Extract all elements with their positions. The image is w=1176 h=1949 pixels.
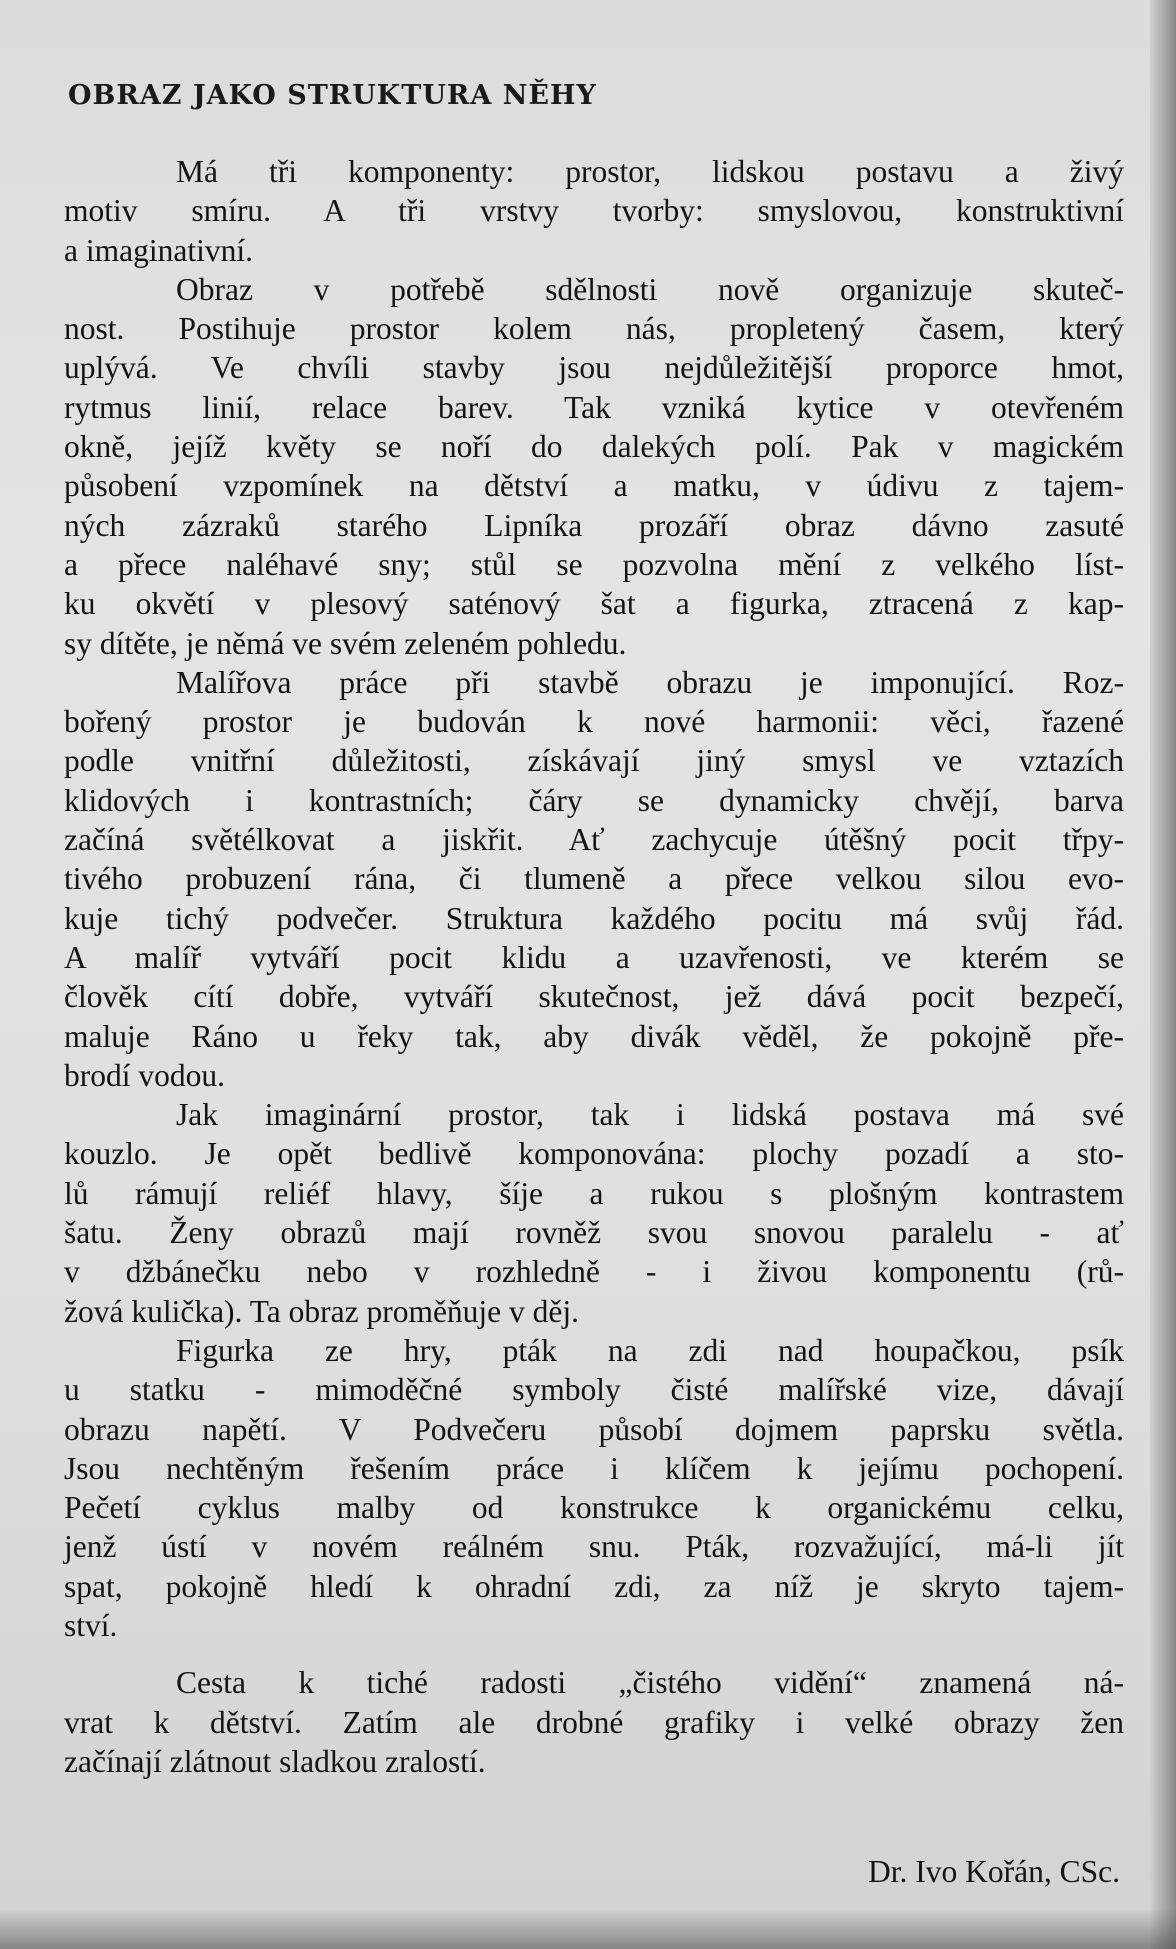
text-line: Jsou nechtěným řešením práce i klíčem k jejímu pochopení. (64, 1450, 1124, 1486)
document-title: OBRAZ JAKO STRUKTURA NĚHY (68, 80, 597, 111)
text-line: klidových i kontrastních; čáry se dynamicky chvějí, barva (64, 782, 1124, 818)
text-line: rytmus linií, relace barev. Tak vzniká kytice v otevřeném (64, 389, 1124, 425)
text-line: bořený prostor je budován k nové harmonii: věci, řazené (64, 704, 1124, 740)
text-line: Pečetí cyklus malby od konstrukce k organickému celku, (64, 1490, 1124, 1526)
text-line: Malířova práce při stavbě obrazu je imponující. Roz- (176, 664, 1124, 700)
text-line: Jak imaginární prostor, tak i lidská postava má své (176, 1097, 1124, 1133)
text-line: podle vnitřní důležitosti, získávají jiný smysl ve vztazích (64, 743, 1124, 779)
text-line: a imaginativní. (64, 232, 253, 268)
text-line: ství. (64, 1607, 118, 1643)
text-line: A malíř vytváří pocit klidu a uzavřenosti, ve kterém se (64, 939, 1124, 975)
text-line: okně, jejíž květy se noří do dalekých polí. Pak v magickém (64, 429, 1124, 465)
paragraph (64, 1331, 1124, 1645)
page-edge-shadow (1150, 0, 1176, 1949)
document-body (64, 152, 1124, 1781)
text-line: nost. Postihuje prostor kolem nás, propletený časem, který (64, 311, 1124, 347)
paragraph (64, 152, 1124, 270)
text-line: šatu. Ženy obrazů mají rovněž svou snovou paralelu - ať (64, 1215, 1124, 1251)
text-line: žová kulička). Ta obraz proměňuje v děj. (64, 1293, 580, 1329)
text-line: brodí vodou. (64, 1057, 225, 1093)
text-line: spat, pokojně hledí k ohradní zdi, za níž je skryto tajem- (64, 1568, 1124, 1604)
text-line: kouzlo. Je opět bedlivě komponována: plochy pozadí a sto- (64, 1136, 1124, 1172)
author-signature: Dr. Ivo Kořán, CSc. (868, 1854, 1120, 1889)
paragraph (64, 663, 1124, 1095)
text-line: a přece naléhavé sny; stůl se pozvolna mění z velkého líst- (64, 546, 1124, 582)
text-line: tivého probuzení rána, či tlumeně a přece velkou silou evo- (64, 861, 1124, 897)
text-line: začínají zlátnout sladkou zralostí. (64, 1743, 486, 1779)
text-line: začíná světélkovat a jiskřit. Ať zachycuje útěšný pocit třpy- (64, 822, 1124, 858)
text-line: maluje Ráno u řeky tak, aby divák věděl, že pokojně pře- (64, 1018, 1124, 1054)
text-line: obrazu napětí. V Podvečeru působí dojmem paprsku světla. (64, 1411, 1124, 1447)
text-line: v džbánečku nebo v rozhledně - i živou komponentu (rů- (64, 1254, 1124, 1290)
paragraph (64, 1095, 1124, 1331)
text-line: Figurka ze hry, pták na zdi nad houpačkou, psík (176, 1332, 1124, 1368)
paragraph-gap (64, 1645, 1124, 1663)
text-line: vrat k dětství. Zatím ale drobné grafiky i velké obrazy žen (64, 1704, 1124, 1740)
paragraph (64, 1663, 1124, 1781)
text-line: jenž ústí v novém reálném snu. Pták, rozvažující, má-li jít (64, 1529, 1124, 1565)
text-line: kuje tichý podvečer. Struktura každého pocitu má svůj řád. (64, 900, 1124, 936)
text-line: působení vzpomínek na dětství a matku, v údivu z tajem- (64, 468, 1124, 504)
text-line: u statku - mimoděčné symboly čisté malířské vize, dávají (64, 1372, 1124, 1408)
text-line: Cesta k tiché radosti „čistého vidění“ znamená ná- (176, 1665, 1124, 1701)
text-line: Obraz v potřebě sdělnosti nově organizuje skuteč- (176, 271, 1124, 307)
text-line: motiv smíru. A tři vrstvy tvorby: smyslovou, konstruktivní (64, 193, 1124, 229)
text-line: lů rámují reliéf hlavy, šíje a rukou s plošným kontrastem (64, 1175, 1124, 1211)
text-line: sy dítěte, je němá ve svém zeleném pohledu. (64, 625, 627, 661)
paragraph (64, 270, 1124, 663)
page-bottom-shadow (0, 1909, 1176, 1949)
text-line: uplývá. Ve chvíli stavby jsou nejdůležitější proporce hmot, (64, 350, 1124, 386)
text-line: ku okvětí v plesový saténový šat a figurka, ztracená z kap- (64, 586, 1124, 622)
text-line: Má tři komponenty: prostor, lidskou postavu a živý (176, 154, 1124, 189)
text-line: člověk cítí dobře, vytváří skutečnost, jež dává pocit bezpečí, (64, 979, 1124, 1015)
text-line: ných zázraků starého Lipníka prozáří obraz dávno zasuté (64, 507, 1124, 543)
